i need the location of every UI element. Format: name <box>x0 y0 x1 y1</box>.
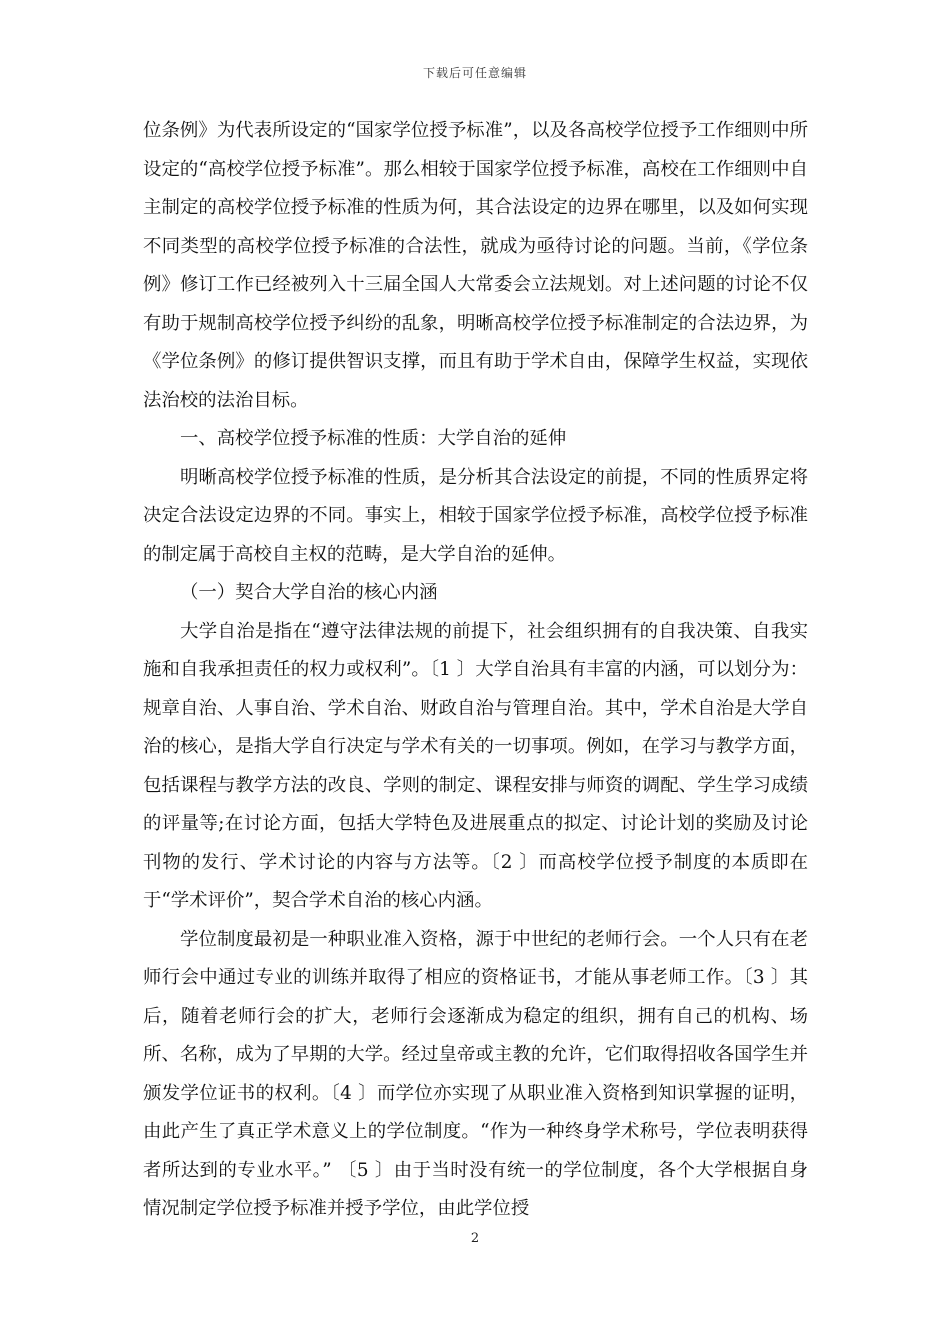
page-number: 2 <box>470 1231 480 1246</box>
subsection-heading: （一）契合大学自治的核心内涵 <box>180 582 438 603</box>
paragraph: 大学自治是指在“遵守法律法规的前提下，社会组织拥有的自我决策、自我实施和自我承担责任的权力或权利”。〔1 〕大学自治具有丰富的内涵，可以划分为：规章自治、人事自治、学术自治、财政自治与管理自治。其中，学术自治是大学自治的核心，是指大学自行决定与学术有关的一切事项。例如，在学习与教学方面，包括课程与教学方法的改良、学则的制定、课程安排与师资的调配、学生学习成绩的评量等;在讨论方面，包括大学特色及进展重点的拟定、讨论计划的奖励及讨论刊物的发行、学术讨论的内容与方法等。〔2 〕而高校学位授予制度的本质即在于“学术评价”，契合学术自治的核心内涵。 <box>143 620 808 911</box>
document-body <box>143 112 808 1229</box>
page-header: 下载后可任意编辑 <box>422 66 527 80</box>
paragraph: 学位制度最初是一种职业准入资格，源于中世纪的老师行会。一个人只有在老师行会中通过专业的训练并取得了相应的资格证书，才能从事老师工作。〔3 〕其后，随着老师行会的扩大，老师行会逐渐成为稳定的组织，拥有自己的机构、场所、名称，成为了早期的大学。经过皇帝或主教的允许，它们取得招收各国学生并颁发学位证书的权利。〔4 〕而学位亦实现了从职业准入资格到知识掌握的证明，由此产生了真正学术意义上的学位制度。“作为一种终身学术称号，学位表明获得者所达到的专业水平。” 〔5 〕由于当时没有统一的学位制度，各个大学根据自身情况制定学位授予标准并授予学位，由此学位授 <box>143 928 808 1219</box>
paragraph-continued: 位条例》为代表所设定的“国家学位授予标准”，以及各高校学位授予工作细则中所设定的“高校学位授予标准”。那么相较于国家学位授予标准，高校在工作细则中自主制定的高校学位授予标准的性质为何，其合法设定的边界在哪里，以及如何实现不同类型的高校学位授予标准的合法性，就成为亟待讨论的问题。当前，《学位条例》修订工作已经被列入十三届全国人大常委会立法规划。对上述问题的讨论不仅有助于规制高校学位授予纠纷的乱象，明晰高校学位授予标准制定的合法边界，为《学位条例》的修订提供智识支撑，而且有助于学术自由，保障学生权益，实现依法治校的法治目标。 <box>143 120 808 411</box>
section-heading: 一、高校学位授予标准的性质：大学自治的延伸 <box>180 428 567 449</box>
paragraph: 明晰高校学位授予标准的性质，是分析其合法设定的前提，不同的性质界定将决定合法设定边界的不同。事实上，相较于国家学位授予标准，高校学位授予标准的制定属于高校自主权的范畴，是大学自治的延伸。 <box>143 466 808 565</box>
